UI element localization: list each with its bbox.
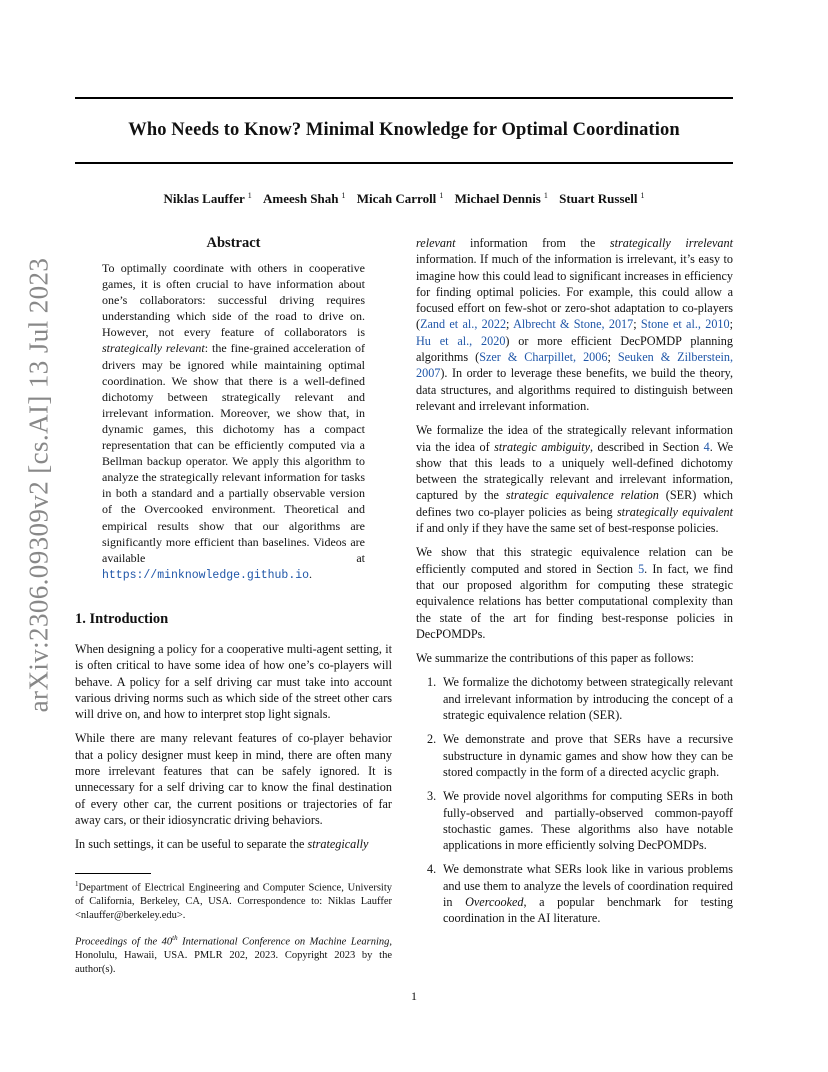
paragraph-text: In such settings, it can be useful to separate the bbox=[75, 837, 308, 852]
paragraph-text: ; bbox=[633, 317, 641, 332]
footnote-rule bbox=[75, 873, 151, 874]
footnote-text: Department of Electrical Engineering and Computer Science, University of California, Berkeley, CA, USA. Correspondence to: Niklas Lauffer <nlauffer@berkeley.edu>. bbox=[75, 882, 392, 921]
list-text: We demonstrate and prove that SERs have a recursive substructure in dynamic games and show how they can be stored compactly in the form of a directed acyclic graph. bbox=[443, 732, 733, 779]
list-number: 3. bbox=[427, 789, 437, 804]
section-ref-link[interactable]: 5 bbox=[638, 561, 645, 576]
abstract-text: . bbox=[309, 566, 313, 581]
section-heading-introduction: 1. Introduction bbox=[75, 611, 169, 627]
list-number: 4. bbox=[427, 862, 437, 877]
paragraph-text: ; bbox=[506, 317, 514, 332]
paragraph-text: We formalize the idea of the strategically relevant information via the idea of bbox=[416, 423, 733, 454]
section-ref-link[interactable]: 4 bbox=[703, 439, 710, 454]
citation-link[interactable]: Seuken & Zilberstein, 2007 bbox=[416, 350, 734, 381]
paragraph bbox=[416, 422, 733, 536]
paragraph: While there are many relevant features of co-player behavior that a policy designer must keep in mind, there are often many more irrelevant features that can be safely ignored. It is unnecessary for a self driving car to know the final destination of every other car, the current positions or trajectories of far away cars, or their idiosyncratic driving behaviors. bbox=[75, 731, 392, 827]
proceedings-ordinal: th bbox=[172, 934, 178, 942]
citation-link[interactable]: Hu et al., 2020 bbox=[416, 333, 506, 348]
contribution-item bbox=[416, 861, 733, 926]
abstract-text: To optimally coordinate with others in cooperative games, it is often crucial to have information about one’s collaborators: successful driving requires understanding which side of the road to drive on. However, not every feature of collaborators is bbox=[102, 261, 365, 340]
left-column-body bbox=[75, 641, 392, 861]
footnote-marker: 1 bbox=[75, 880, 79, 888]
author-name: Michael Dennis bbox=[454, 191, 541, 207]
paragraph-text: , described in Section bbox=[590, 439, 704, 454]
author-list bbox=[75, 191, 733, 207]
abstract-heading: Abstract bbox=[206, 235, 261, 251]
paragraph-text: ; bbox=[729, 317, 734, 332]
title-top-rule bbox=[75, 97, 733, 99]
proceedings-number: 40 bbox=[161, 936, 173, 948]
arxiv-stamp bbox=[23, 257, 54, 713]
contribution-item bbox=[416, 674, 733, 723]
title-bottom-rule bbox=[75, 162, 733, 164]
abstract-text: : the fine-grained acceleration of drivers may be ignored while maintaining optimal coordination. We show that there is a well-defined dichotomy between strategically relevant and irrelevant information. Moreover, we show that, in dynamic games, this dichotomy has a compact representation that can be efficiently computed via a Bellman backup operator. We apply this algorithm to analyze the strategically relevant information for tasks in both a standard and a partially observable version of the Overcooked environment. Theoretical and empirical results show that our algorithms are significantly more efficient than baselines. Videos are available at bbox=[102, 341, 365, 565]
author bbox=[263, 191, 346, 206]
author-affiliation-marker: 1 bbox=[341, 191, 346, 200]
right-column-body bbox=[416, 235, 733, 935]
author-name: Micah Carroll bbox=[356, 191, 437, 207]
page-number: 1 bbox=[411, 989, 417, 1003]
paragraph-emphasis: strategic equivalence relation bbox=[505, 488, 659, 503]
author-affiliation-marker: 1 bbox=[247, 191, 252, 200]
footnote-proceedings bbox=[75, 931, 392, 977]
citation-link[interactable]: Zand et al., 2022 bbox=[420, 317, 507, 332]
paragraph-text: information. If much of the information is irrelevant, it’s easy to imagine how this could lead to significant increases in efficiency for finding optimal policies. For example, this could allow a focused effort on few-shot or zero-shot adaptation to co-players ( bbox=[416, 252, 733, 332]
author-affiliation-marker: 1 bbox=[640, 191, 645, 200]
arxiv-identifier: arXiv:2306.09309v2 [cs.AI] 13 Jul 2023 bbox=[23, 257, 54, 713]
author bbox=[455, 191, 548, 206]
contribution-item bbox=[416, 731, 733, 780]
paragraph-text: We show that this strategic equivalence relation can be efficiently computed and stored in Section bbox=[416, 545, 733, 576]
citation-link[interactable]: Albrecht & Stone, 2017 bbox=[513, 317, 634, 332]
paragraph-emphasis: strategically bbox=[307, 837, 369, 852]
paragraph-emphasis: strategically irrelevant bbox=[609, 236, 733, 250]
abstract-emphasis: strategically relevant bbox=[102, 341, 205, 356]
footnote-affiliation bbox=[75, 878, 392, 923]
contribution-item bbox=[416, 788, 733, 853]
contribution-list bbox=[416, 674, 733, 926]
author bbox=[164, 191, 252, 206]
paragraph bbox=[416, 544, 733, 642]
author-affiliation-marker: 1 bbox=[543, 191, 548, 200]
author bbox=[559, 191, 644, 206]
paragraph-text: (SER) which defines two co-player policies as being bbox=[416, 488, 734, 519]
author-affiliation-marker: 1 bbox=[439, 191, 444, 200]
paragraph-text: ) or more efficient DecPOMDP planning algorithms ( bbox=[416, 333, 733, 365]
paragraph-text: information from the bbox=[455, 236, 610, 250]
paper-title: Who Needs to Know? Minimal Knowledge for Optimal Coordination bbox=[128, 120, 680, 140]
paragraph-text: ; bbox=[607, 350, 618, 365]
list-text: We formalize the dichotomy between strategically relevant and irrelevant information by introducing the concept of a strategic equivalence relation (SER). bbox=[443, 675, 733, 723]
paragraph: We summarize the contributions of this paper as follows: bbox=[416, 651, 694, 666]
author-name: Niklas Lauffer bbox=[163, 191, 245, 207]
paragraph-text: ). In order to leverage these benefits, we build the theory, data structures, and algorithms required to distinguish between relevant and irrelevant information. bbox=[416, 366, 733, 413]
citation-link[interactable]: Stone et al., 2010 bbox=[640, 317, 730, 332]
paragraph-emphasis: strategic ambiguity bbox=[494, 439, 590, 454]
author-name: Stuart Russell bbox=[559, 191, 638, 207]
proceedings-text: Proceedings of the bbox=[75, 936, 162, 948]
list-text: , a popular benchmark for testing coordination in the AI literature. bbox=[443, 894, 733, 926]
paragraph bbox=[75, 836, 392, 852]
paragraph bbox=[416, 235, 733, 414]
proceedings-text: , Honolulu, Hawaii, USA. PMLR 202, 2023. Copyright 2023 by the author(s). bbox=[75, 936, 392, 975]
proceedings-text: International Conference on Machine Learning bbox=[177, 936, 390, 948]
list-text: We demonstrate what SERs look like in various problems and use them to analyze the levels of coordination required in bbox=[443, 862, 733, 909]
paragraph: When designing a policy for a cooperative multi-agent setting, it is often critical to have some idea of how one’s co-players will behave. A policy for a self driving car must take into account various driving norms such as which side of the street other cars will drive on, and how to interpret stop light signals. bbox=[75, 642, 392, 722]
author bbox=[357, 191, 444, 206]
citation-link[interactable]: Szer & Charpillet, 2006 bbox=[479, 350, 608, 365]
abstract-body bbox=[102, 260, 365, 584]
paragraph-emphasis: strategically equivalent bbox=[616, 504, 734, 519]
list-number: 2. bbox=[427, 732, 437, 747]
list-text: We provide novel algorithms for computing SERs in both fully-observed and partially-observed common-payoff stochastic games. These algorithms also have notable applications in more efficiently solving DecPOMDPs. bbox=[443, 789, 733, 853]
author-name: Ameesh Shah bbox=[263, 191, 339, 207]
project-url-link[interactable]: https://minknowledge.github.io bbox=[102, 568, 310, 582]
paragraph-text: . We show that this leads to a uniquely well-defined dichotomy between the strategically relevant and irrelevant information, captured by the bbox=[416, 439, 733, 503]
paragraph-text: . In fact, we find that our proposed algorithm for computing these strategic equivalence relations has better computational complexity than the state of the art for finding best-response policies in DecPOMDPs. bbox=[416, 561, 733, 641]
paragraph-text: if and only if they have the same set of best-response policies. bbox=[416, 521, 719, 536]
list-number: 1. bbox=[427, 675, 437, 690]
paragraph-emphasis: relevant bbox=[416, 236, 456, 250]
list-emphasis: Overcooked bbox=[465, 894, 524, 909]
